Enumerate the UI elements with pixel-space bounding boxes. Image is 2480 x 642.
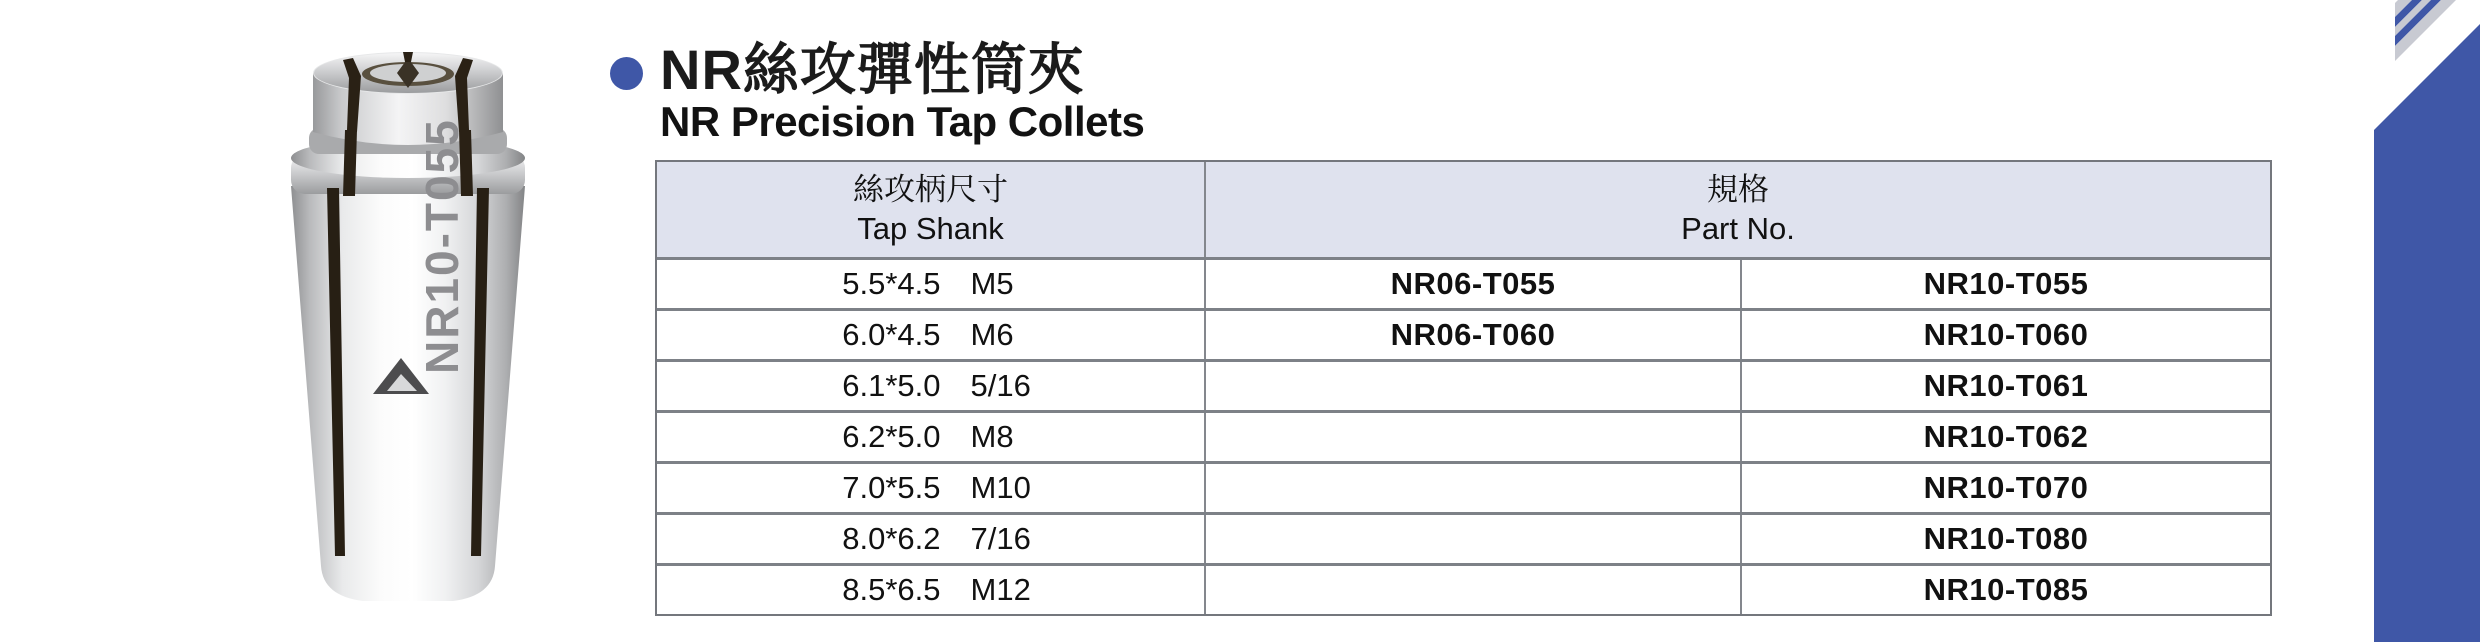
shank-dimension: 6.1*5.0 [842, 368, 941, 403]
page-title-en: NR Precision Tap Collets [660, 98, 1145, 145]
shank-dimension: 8.0*6.2 [842, 521, 941, 556]
table-row [657, 563, 2270, 614]
part-no-nr10-cell: NR10-T060 [1740, 311, 2270, 359]
diagonal-stripes [2395, 0, 2456, 61]
shank-dimension: 8.5*6.5 [842, 572, 941, 607]
table-row [657, 308, 2270, 359]
part-no-nr10-cell: NR10-T061 [1740, 362, 2270, 410]
tap-shank-cell [657, 311, 1204, 359]
part-no-nr10-cell: NR10-T062 [1740, 413, 2270, 461]
part-no-nr06-cell [1204, 515, 1740, 563]
part-no-nr10-cell: NR10-T055 [1740, 260, 2270, 308]
collet-engraving: NR10-T055 [416, 118, 468, 374]
shank-dimension: 5.5*4.5 [842, 266, 941, 301]
thread-size: M5 [970, 266, 1014, 301]
part-no-nr10-cell: NR10-T080 [1740, 515, 2270, 563]
part-no-nr06-cell [1204, 566, 1740, 614]
table-body [657, 257, 2270, 614]
tap-shank-cell [657, 464, 1204, 512]
table-header-row [657, 162, 2270, 257]
tap-shank-cell [657, 362, 1204, 410]
shank-dimension: 6.0*4.5 [842, 317, 941, 352]
thread-size: M6 [970, 317, 1014, 352]
header-tap-shank-zh: 絲攻柄尺寸 [853, 171, 1008, 207]
header-part-no-en: Part No. [1681, 210, 1795, 246]
part-no-nr06-cell: NR06-T060 [1204, 311, 1740, 359]
tap-shank-cell [657, 515, 1204, 563]
header-tap-shank-en: Tap Shank [857, 210, 1004, 246]
header-tap-shank [657, 162, 1204, 257]
spec-table [655, 160, 2272, 616]
part-no-nr06-cell: NR06-T055 [1204, 260, 1740, 308]
part-no-nr10-cell: NR10-T085 [1740, 566, 2270, 614]
table-row [657, 359, 2270, 410]
table-row [657, 257, 2270, 308]
title-bullet-icon [610, 57, 643, 90]
part-no-nr10-cell: NR10-T070 [1740, 464, 2270, 512]
part-no-nr06-cell [1204, 413, 1740, 461]
thread-size: M10 [970, 470, 1031, 505]
thread-size: 7/16 [970, 521, 1031, 556]
table-row [657, 512, 2270, 563]
tap-shank-cell [657, 413, 1204, 461]
shank-dimension: 7.0*5.5 [842, 470, 941, 505]
part-no-nr06-cell [1204, 464, 1740, 512]
part-no-nr06-cell [1204, 362, 1740, 410]
thread-size: 5/16 [970, 368, 1031, 403]
tap-shank-cell [657, 260, 1204, 308]
table-row [657, 461, 2270, 512]
thread-size: M12 [970, 572, 1031, 607]
thread-size: M8 [970, 419, 1014, 454]
header-part-no-zh: 規格 [1707, 171, 1769, 207]
corner-decoration [2370, 0, 2480, 642]
collet-product-photo [283, 36, 533, 628]
header-part-no [1204, 162, 2270, 257]
page-title-zh: NR絲攻彈性筒夾 [660, 38, 1085, 101]
table-row [657, 410, 2270, 461]
side-blue-bar [2374, 24, 2480, 642]
shank-dimension: 6.2*5.0 [842, 419, 941, 454]
tap-shank-cell [657, 566, 1204, 614]
